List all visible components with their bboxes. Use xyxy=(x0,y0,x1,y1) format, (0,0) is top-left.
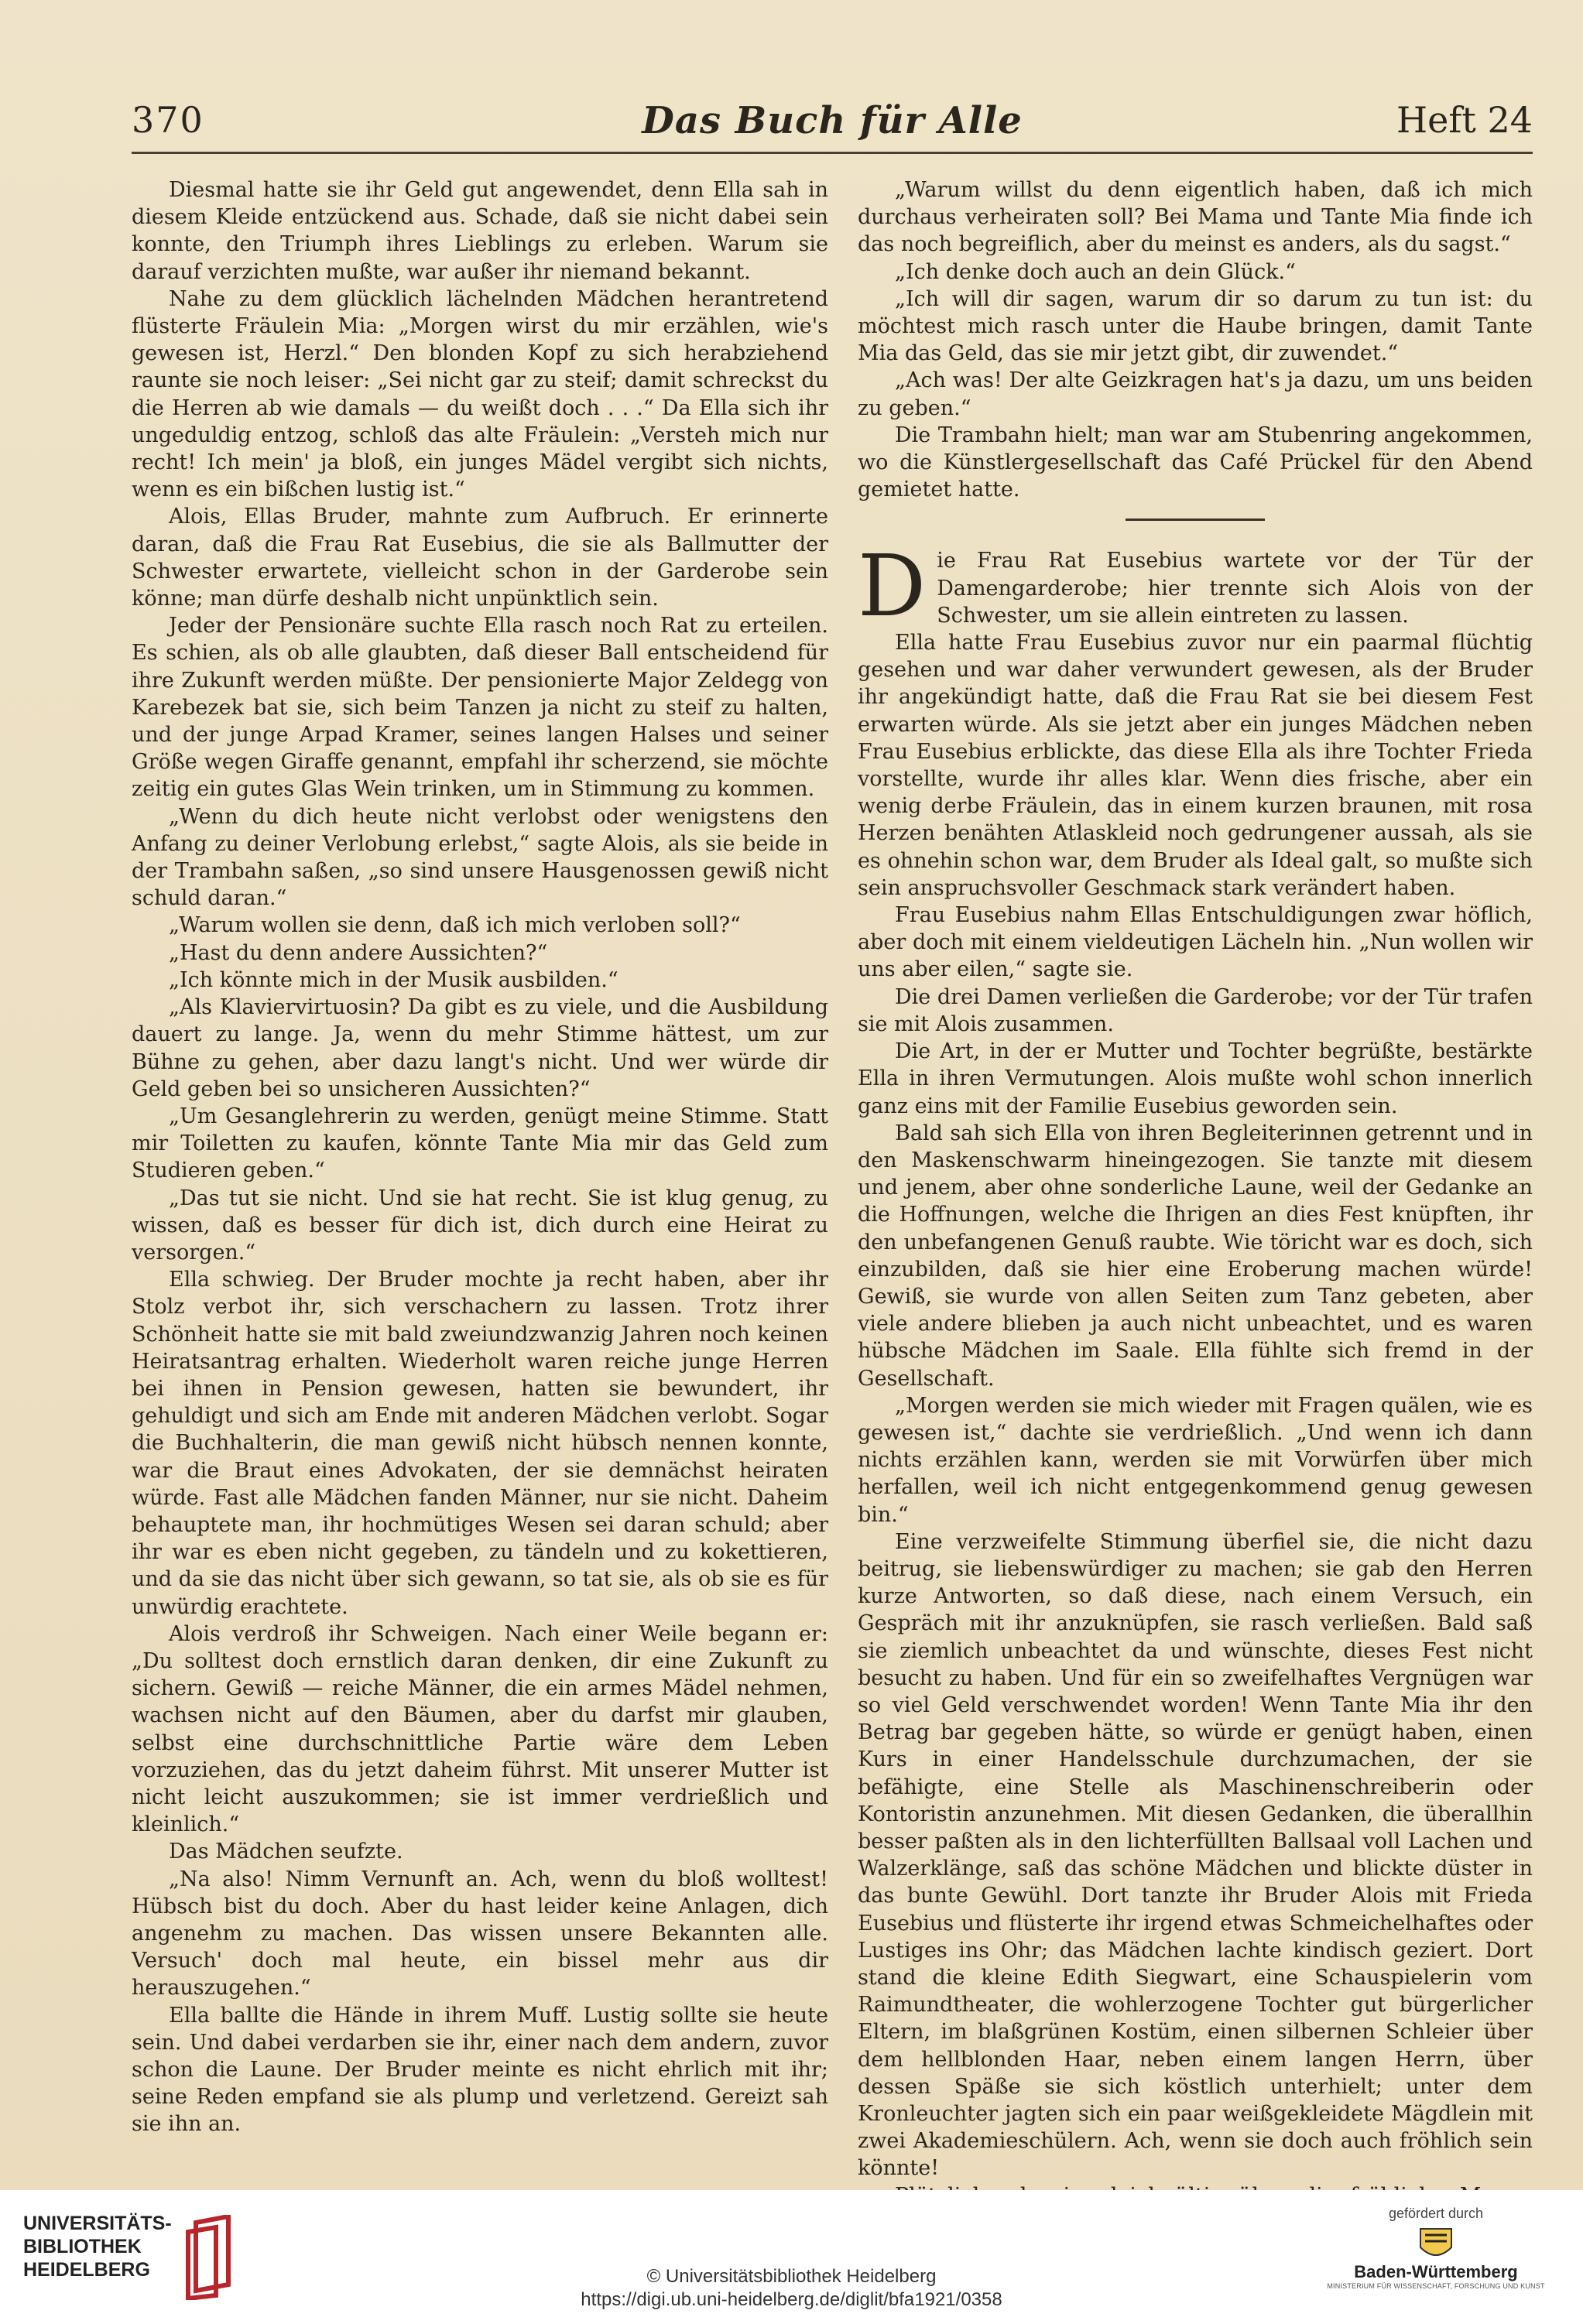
header-rule xyxy=(132,152,1533,154)
paragraph: „Warum willst du denn eigentlich haben, daß ich mich durchaus verheiraten soll? Bei Mama und Tante Mia finde ich das noch begreiflich, aber du meinst es anders, als du sagst.“ xyxy=(858,178,1533,257)
paragraph: „Ach was! Der alte Geizkragen hat's ja dazu, um uns beiden zu geben.“ xyxy=(858,368,1533,420)
paragraph: Nahe zu dem glücklich lächelnden Mädchen herantretend flüsterte Fräulein Mia: „Morgen wirst du mir erzählen, wie's gewesen ist, Herzl.“ Den blonden Kopf zu sich herabziehend raunte sie noch leiser: „Sei nicht gar zu steif; damit schreckst du die Herren ab wie damals — du weißt doch . . .“ Da Ella sich ihr ungeduldig entzog, schloß das alte Fräulein: „Versteh mich nur recht! Ich mein' ja bloß, ein junges Mädel vergibt sich nichts, wenn es ein bißchen lustig ist.“ xyxy=(132,286,828,502)
paragraph: „Warum wollen sie denn, daß ich mich verloben soll?“ xyxy=(169,913,741,938)
issue-number: Heft 24 xyxy=(1396,99,1533,141)
paragraph: „Wenn du dich heute nicht verlobst oder wenigstens den Anfang zu deiner Verlobung erlebst,“ sagte Alois, als sie beide in der Trambahn saßen, „so sind unsere Hausgenossen gewiß nicht schuld daran.“ xyxy=(132,804,828,911)
paragraph: „Ich könnte mich in der Musik ausbilden.“ xyxy=(169,967,618,992)
paragraph: „Hast du denn andere Aussichten?“ xyxy=(169,940,548,965)
paragraph: Die Art, in der er Mutter und Tochter begrüßte, bestärkte Ella in ihren Vermutungen. Alois mußte wohl schon innerlich ganz eins mit der Familie Eusebius geworden sein. xyxy=(858,1039,1533,1118)
paragraph: Bald sah sich Ella von ihren Begleiterinnen getrennt und in den Maskenschwarm hineingezogen. Sie tanzte mit diesem und jenem, aber ohne sonderliche Laune, weil der Gedanke an die Hoffnungen, welche die Ihrigen an dies Fest knüpften, ihr den unbefangenen Genuß raubte. Wie töricht war es doch, sich einzubilden, daß sie hier eine Eroberung machen würde! Gewiß, sie wurde von allen Seiten zum Tanz gebeten, aber viele andere blieben ja auch nicht unbeachtet, und es waren hübsche Mädchen im Saale. Ella fühlte sich fremd in der Gesellschaft. xyxy=(858,1121,1533,1391)
paragraph: „Das tut sie nicht. Und sie hat recht. Sie ist klug genug, zu wissen, daß es besser für dich ist, dich durch eine Heirat zu versorgen.“ xyxy=(132,1186,828,1265)
left-column xyxy=(132,176,828,2138)
paragraph: Jeder der Pensionäre suchte Ella rasch noch Rat zu erteilen. Es schien, als ob alle glaubten, daß dieser Ball entscheidend für ihre Zukunft werden müßte. Der pensionierte Major Zeldegg von Karebezek bat sie, sich beim Tanzen ja nicht zu steif zu halten, und der junge Arpad Kramer, seines langen Halses und seiner Größe wegen Giraffe genannt, empfahl ihr scherzend, sie möchte zeitig ein gutes Glas Wein trinken, um in Stimmung zu kommen. xyxy=(132,614,828,802)
paragraph: Ella schwieg. Der Bruder mochte ja recht haben, aber ihr Stolz verbot ihr, sich verschachern zu lassen. Trotz ihrer Schönheit hatte sie mit bald zweiundzwanzig Jahren noch keinen Heiratsantrag erhalten. Wiederholt waren reiche junge Herren bei ihnen in Pension gewesen, hatten sie bewundert, ihr gehuldigt und sich am Ende mit anderen Mädchen verlobt. Sogar die Buchhalterin, die man gewiß nicht hübsch nennen konnte, war die Braut eines Advokaten, der sie demnächst heiraten würde. Fast alle Mädchen fanden Männer, nur sie nicht. Daheim behauptete man, ihr hochmütiges Wesen sei daran schuld; aber ihr war es eben nicht gegeben, zu tändeln und zu kokettieren, und da sie das nicht über sich gewann, so tat sie, als ob sie es für unwürdig erachtete. xyxy=(132,1268,828,1619)
paragraph: „Ich will dir sagen, warum dir so darum zu tun ist: du möchtest mich rasch unter die Haube bringen, damit Tante Mia das Geld, das sie mir jetzt gibt, dir zuwendet.“ xyxy=(858,286,1533,366)
library-line: BIBLIOTHEK xyxy=(23,2236,142,2257)
funded-by-label: gefördert durch xyxy=(1388,2206,1484,2221)
paragraph: „Ich denke doch auch an dein Glück.“ xyxy=(895,259,1296,284)
magazine-title: Das Buch für Alle xyxy=(642,99,1023,142)
source-url-link[interactable]: https://digi.ub.uni-heidelberg.de/diglit/bfa1921/0358 xyxy=(581,2289,1002,2310)
paragraph: „Na also! Nimm Vernunft an. Ach, wenn du bloß wolltest! Hübsch bist du doch. Aber du hast leider keine Anlagen, dich angenehm zu machen. Das wissen unsere Bekannten alle. Versuch' doch mal heute, ein bissel mehr aus dir herauszugehen.“ xyxy=(132,1867,828,2001)
drop-cap-paragraph-text: ie Frau Rat Eusebius wartete vor der Tür der Damengarderobe; hier trennte sich Alois von der Schwester, um sie allein eintreten zu lassen. xyxy=(937,549,1533,628)
paragraph: Ella hatte Frau Eusebius zuvor nur ein paarmal flüchtig gesehen und war daher verwundert gewesen, als der Bruder ihr angekündigt hatte, daß die Frau Rat sie bei diesem Fest erwarten würde. Als sie jetzt aber ein junges Mädchen neben Frau Eusebius erblickte, das diese Ella als ihre Tochter Frieda vorstellte, wurde ihr alles klar. Wenn dies frische, aber ein wenig derbe Fräulein, das in einem kurzen braunen, mit rosa Herzen benähten Atlaskleid noch gedrungener aussah, als sie es ohnehin schon war, dem Bruder als Ideal galt, so mußte sich sein anspruchsvoller Geschmack stark verändert haben. xyxy=(858,631,1533,900)
ministry-name: MINISTERIUM FÜR WISSENSCHAFT, FORSCHUNG UND KUNST xyxy=(1327,2282,1545,2290)
library-line: UNIVERSITÄTS- xyxy=(23,2213,172,2234)
section-separator xyxy=(1126,519,1265,521)
paragraph: Die drei Damen verließen die Garderobe; vor der Tür trafen sie mit Alois zusammen. xyxy=(858,984,1533,1036)
paragraph: Die Trambahn hielt; man war am Stubenring angekommen, wo die Künstlergesellschaft das Café Prückel für den Abend gemietet hatte. xyxy=(858,423,1533,502)
paragraph: Alois, Ellas Bruder, mahnte zum Aufbruch. Er erinnerte daran, daß die Frau Rat Eusebius, die sie als Ballmutter der Schwester erwartete, vielleicht schon in der Garderobe sein könne; man dürfe deshalb nicht unpünktlich sein. xyxy=(132,505,828,611)
footer xyxy=(0,2190,1583,2324)
paragraph: Das Mädchen seufzte. xyxy=(169,1840,403,1864)
paragraph: „Um Gesanglehrerin zu werden, genügt meine Stimme. Statt mir Toiletten zu kaufen, könnte Tante Mia mir das Geld zum Studieren geben.“ xyxy=(132,1104,828,1183)
paragraph: „Morgen werden sie mich wieder mit Fragen quälen, wie es gewesen ist,“ dachte sie verdrießlich. „Und wenn ich dann nichts erzählen kann, werden sie mit Vorwürfen über mich herfallen, weil ich nicht entgegenkommend genug gewesen bin.“ xyxy=(858,1393,1533,1527)
page-number: 370 xyxy=(132,99,204,141)
paragraph: Diesmal hatte sie ihr Geld gut angewendet, denn Ella sah in diesem Kleide entzückend aus. Schade, daß sie nicht dabei sein konnte, den Triumph ihres Lieblings zu erleben. Warum sie darauf verzichten mußte, war außer ihr niemand bekannt. xyxy=(132,178,828,284)
right-column xyxy=(858,176,1533,2237)
paragraph: Alois verdroß ihr Schweigen. Nach einer Weile begann er: „Du solltest doch ernstlich daran denken, dir eine Zukunft zu sichern. Gewiß — reiche Männer, die ein armes Mädel nehmen, wachsen nicht auf den Bäumen, aber du darfst mir glauben, selbst eine durchschnittliche Partie wäre dem Leben vorzuziehen, das du jetzt daheim führst. Mit unserer Mutter ist nicht leicht auszukommen; sie ist immer verdrießlich und kleinlich.“ xyxy=(132,1621,828,1837)
library-line: HEIDELBERG xyxy=(23,2259,150,2281)
page-header xyxy=(132,99,1533,149)
paragraph: Frau Eusebius nahm Ellas Entschuldigungen zwar höflich, aber doch mit einem vieldeutigen Lächeln hin. „Nun wollen wir uns aber eilen,“ sagte sie. xyxy=(858,903,1533,982)
section-opening-paragraph xyxy=(858,536,1533,636)
state-crest-icon xyxy=(1413,2226,1459,2264)
paragraph: Eine verzweifelte Stimmung überfiel sie, die nicht dazu beitrug, sie liebenswürdiger zu machen; sie gab den Herren kurze Antworten, so daß diese, nach einem Versuch, ein Gespräch mit ihr anzuknüpfen, sie rasch verließen. Bald saß sie ziemlich unbeachtet da und wünschte, dieses Fest nicht besucht zu haben. Und für ein so zweifelhaftes Vergnügen war so viel Geld verschwendet worden! Wenn Tante Mia ihr den Betrag bar gegeben hätte, so würde er genügt haben, einen Kurs in einer Handelsschule durchzumachen, der sie befähigte, eine Stelle als Maschinenschreiberin oder Kontoristin anzunehmen. Mit diesen Gedanken, die überallhin besser paßten als in den lichterfüllten Ballsaal voll Lachen und Walzerklänge, saß das schöne Mädchen und blickte düster in das bunte Gewühl. Dort tanzte ihr Bruder Alois mit Frieda Eusebius und flüsterte ihr irgend etwas Schmeichelhaftes oder Lustiges ins Ohr; das Mädchen lachte kindisch geziert. Dort stand die kleine Edith Siegwart, eine Schauspielerin vom Raimundtheater, die wohlerzogene Tochter gut bürgerlicher Eltern, im blaßgrünen Kostüm, einen silbernen Schleier über dem hellblonden Haar, neben einem langen Herrn, über dessen Späße sie sich köstlich unterhielt; unter dem Kronleuchter jagten sich ein paar weißgekleidete Mägdlein mit zwei Akademieschülern. Ach, wenn sie doch auch fröhlich sein könnte! xyxy=(858,1529,1533,2181)
state-name: Baden-Württemberg xyxy=(1354,2262,1518,2281)
paragraph: „Als Klaviervirtuosin? Da gibt es zu viele, und die Ausbildung dauert zu lange. Ja, wenn du mehr Stimme hättest, um zur Bühne zu gehen, aber dazu langt's nicht. Und wer würde dir Geld geben bei so unsicheren Aussichten?“ xyxy=(132,995,828,1101)
paragraph: Ella ballte die Hände in ihrem Muff. Lustig sollte sie heute sein. Und dabei verdarben sie ihr, einer nach dem andern, zuvor schon die Laune. Der Bruder meinte es nicht ehrlich mit ihr; seine Reden empfand sie als plump und verletzend. Gereizt sah sie ihn an. xyxy=(132,2003,828,2137)
funding-logo xyxy=(1320,2206,1552,2318)
copyright-notice: © Universitätsbibliothek Heidelberg xyxy=(646,2266,937,2287)
drop-cap: D xyxy=(858,536,927,636)
